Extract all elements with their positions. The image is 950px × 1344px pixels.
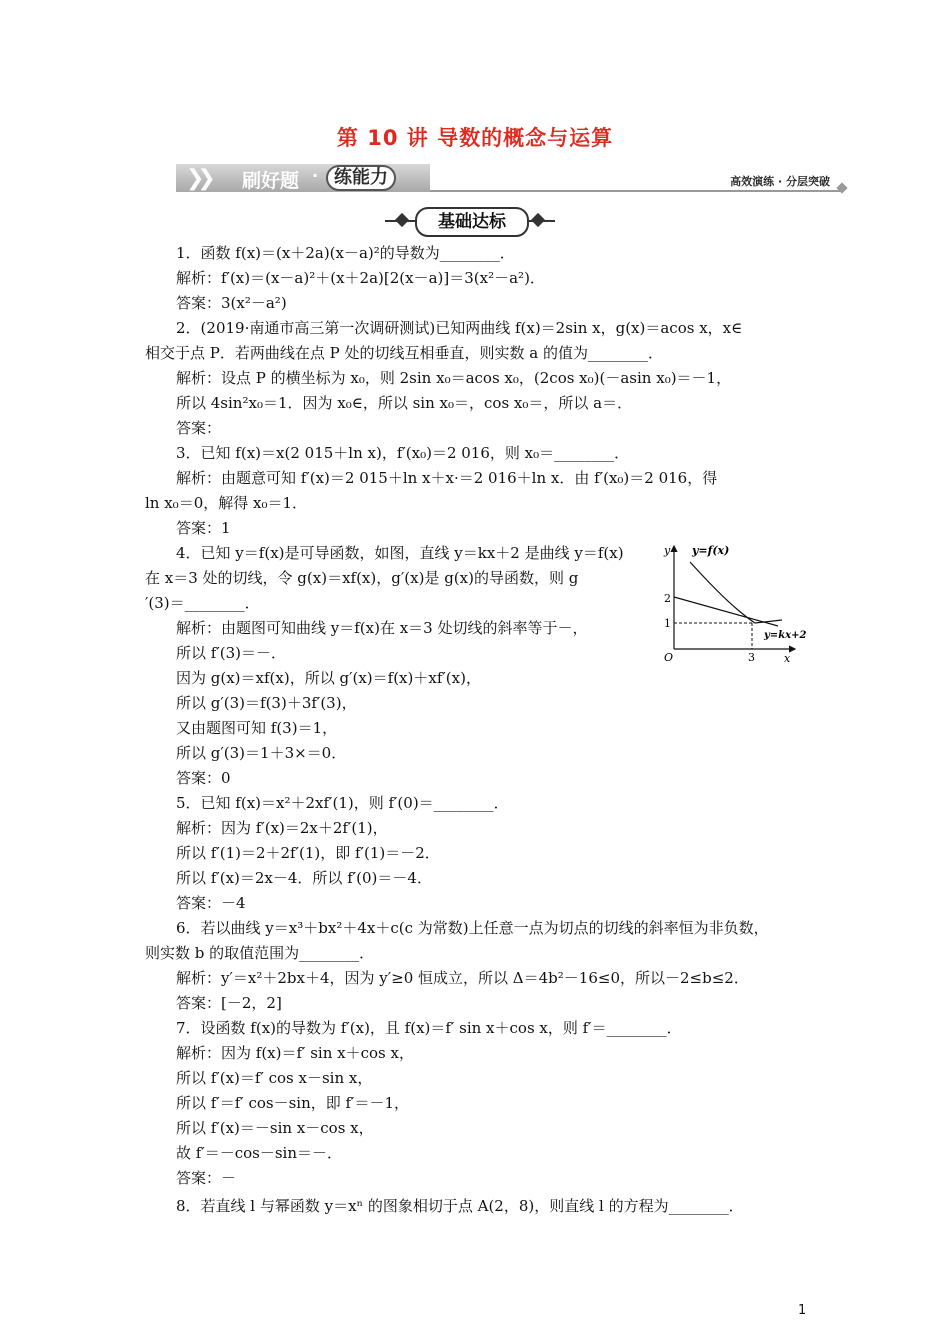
text-line: 答案：[－2，2] — [176, 994, 282, 1012]
text-line: 在 x＝3 处的切线，令 g(x)＝xf(x)，g′(x)是 g(x)的导函数，则 g — [145, 569, 579, 587]
text-line: 所以 f′(3)＝－． — [176, 644, 286, 662]
text-line: 则实数 b 的取值范围为________． — [145, 944, 375, 962]
section-banner — [176, 164, 848, 194]
text-line: 4．已知 y＝f(x)是可导函数，如图，直线 y＝kx＋2 是曲线 y＝f(x) — [176, 544, 624, 562]
page-number: 1 — [798, 1303, 807, 1318]
section-header — [385, 207, 555, 235]
banner-dot: · — [312, 166, 319, 185]
text-line: 所以 f′＝f′ cos－sin，即 f′＝－1， — [176, 1094, 410, 1112]
text-line: 3．已知 f(x)＝x(2 015＋ln x)，f′(x₀)＝2 016，则 x₀＝________． — [176, 444, 630, 462]
tick-1: 1 — [664, 617, 671, 630]
text-line: 所以 4sin²x₀＝1．因为 x₀∈，所以 sin x₀＝，cos x₀＝，所以 a＝． — [176, 394, 633, 412]
text-line: 所以 g′(3)＝1＋3×＝0． — [176, 744, 347, 762]
text-line: 解析：由题图可知曲线 y＝f(x)在 x＝3 处切线的斜率等于－， — [176, 619, 588, 637]
text-line: 5．已知 f(x)＝x²＋2xf′(1)，则 f′(0)＝________． — [176, 794, 509, 812]
page-title: 第 10 讲 导数的概念与运算 — [336, 126, 614, 150]
double-chevron-icon: ❯❯ — [186, 166, 209, 191]
x-axis-label: x — [784, 652, 791, 665]
text-line: 答案：－4 — [176, 894, 246, 912]
text-line: 所以 f′(1)＝2＋2f′(1)，即 f′(1)＝－2． — [176, 844, 440, 862]
origin-label: O — [664, 651, 674, 664]
function-graph — [660, 540, 820, 670]
tick-3: 3 — [748, 651, 755, 664]
text-line: 因为 g(x)＝xf(x)，所以 g′(x)＝f(x)＋xf′(x)， — [176, 669, 481, 687]
text-line: 解析：f′(x)＝(x－a)²＋(x＋2a)[2(x－a)]＝3(x²－a²)． — [176, 269, 545, 287]
text-line: 解析：设点 P 的横坐标为 x₀，则 2sin x₀＝acos x₀，(2cos x₀)(－asin x₀)＝－1， — [176, 369, 732, 387]
banner-label-1: 刷好题 — [242, 170, 300, 192]
text-line: 1．函数 f(x)＝(x＋2a)(x－a)²的导数为________． — [176, 244, 515, 262]
text-line: ′(3)＝________． — [145, 594, 260, 612]
tangent-line — [674, 597, 778, 626]
banner-tagline: 高效演练 · 分层突破 — [730, 175, 830, 188]
banner-label-2: 练能力 — [326, 165, 396, 191]
text-line: 8．若直线 l 与幂函数 y＝xⁿ 的图象相切于点 A(2，8)，则直线 l 的方程为________． — [176, 1197, 744, 1215]
banner-rule — [430, 190, 844, 192]
text-line: 2．(2019·南通市高三第一次调研测试)已知两曲线 f(x)＝2sin x，g(x)＝acos x，x∈ — [176, 319, 743, 337]
text-line: 7．设函数 f(x)的导数为 f′(x)，且 f(x)＝f′ sin x＋cos x，则 f′＝________． — [176, 1019, 682, 1037]
section-title: 基础达标 — [415, 207, 529, 237]
text-line: 6．若以曲线 y＝x³＋bx²＋4x＋c(c 为常数)上任意一点为切点的切线的斜率恒为非负数， — [176, 919, 769, 937]
text-line: 解析：因为 f(x)＝f′ sin x＋cos x， — [176, 1044, 414, 1062]
y-axis-label: y — [664, 544, 671, 557]
curve-label: y=f(x) — [692, 544, 730, 557]
text-line: 答案： — [176, 419, 222, 437]
text-line: 答案：1 — [176, 519, 231, 537]
text-line: 所以 f′(x)＝－sin x－cos x， — [176, 1119, 374, 1137]
text-line: ln x₀＝0，解得 x₀＝1． — [145, 494, 308, 512]
diamond-left-icon — [395, 213, 409, 227]
text-line: 又由题图可知 f(3)＝1， — [176, 719, 338, 737]
text-line: 所以 f′(x)＝2x－4．所以 f′(0)＝－4． — [176, 869, 432, 887]
text-line: 所以 g′(3)＝f(3)＋3f′(3)， — [176, 694, 357, 712]
line-label: y=kx+2 — [764, 630, 807, 641]
text-line: 相交于点 P．若两曲线在点 P 处的切线互相垂直，则实数 a 的值为________． — [145, 344, 663, 362]
text-line: 所以 f′(x)＝f′ cos x－sin x， — [176, 1069, 373, 1087]
text-line: 答案：3(x²－a²) — [176, 294, 287, 312]
text-line: 答案：0 — [176, 769, 231, 787]
diamond-right-icon — [531, 213, 545, 227]
text-line: 解析：因为 f′(x)＝2x＋2f′(1)， — [176, 819, 388, 837]
text-line: 解析：由题意可知 f′(x)＝2 015＋ln x＋x·＝2 016＋ln x．由 f′(x₀)＝2 016，得 — [176, 469, 718, 487]
tick-2: 2 — [664, 592, 671, 605]
text-line: 解析：y′＝x²＋2bx＋4，因为 y′≥0 恒成立，所以 Δ＝4b²－16≤0，所以－2≤b≤2． — [176, 969, 749, 987]
text-line: 故 f′＝－cos－sin＝－． — [176, 1144, 343, 1162]
text-line: 答案：－ — [176, 1169, 237, 1187]
